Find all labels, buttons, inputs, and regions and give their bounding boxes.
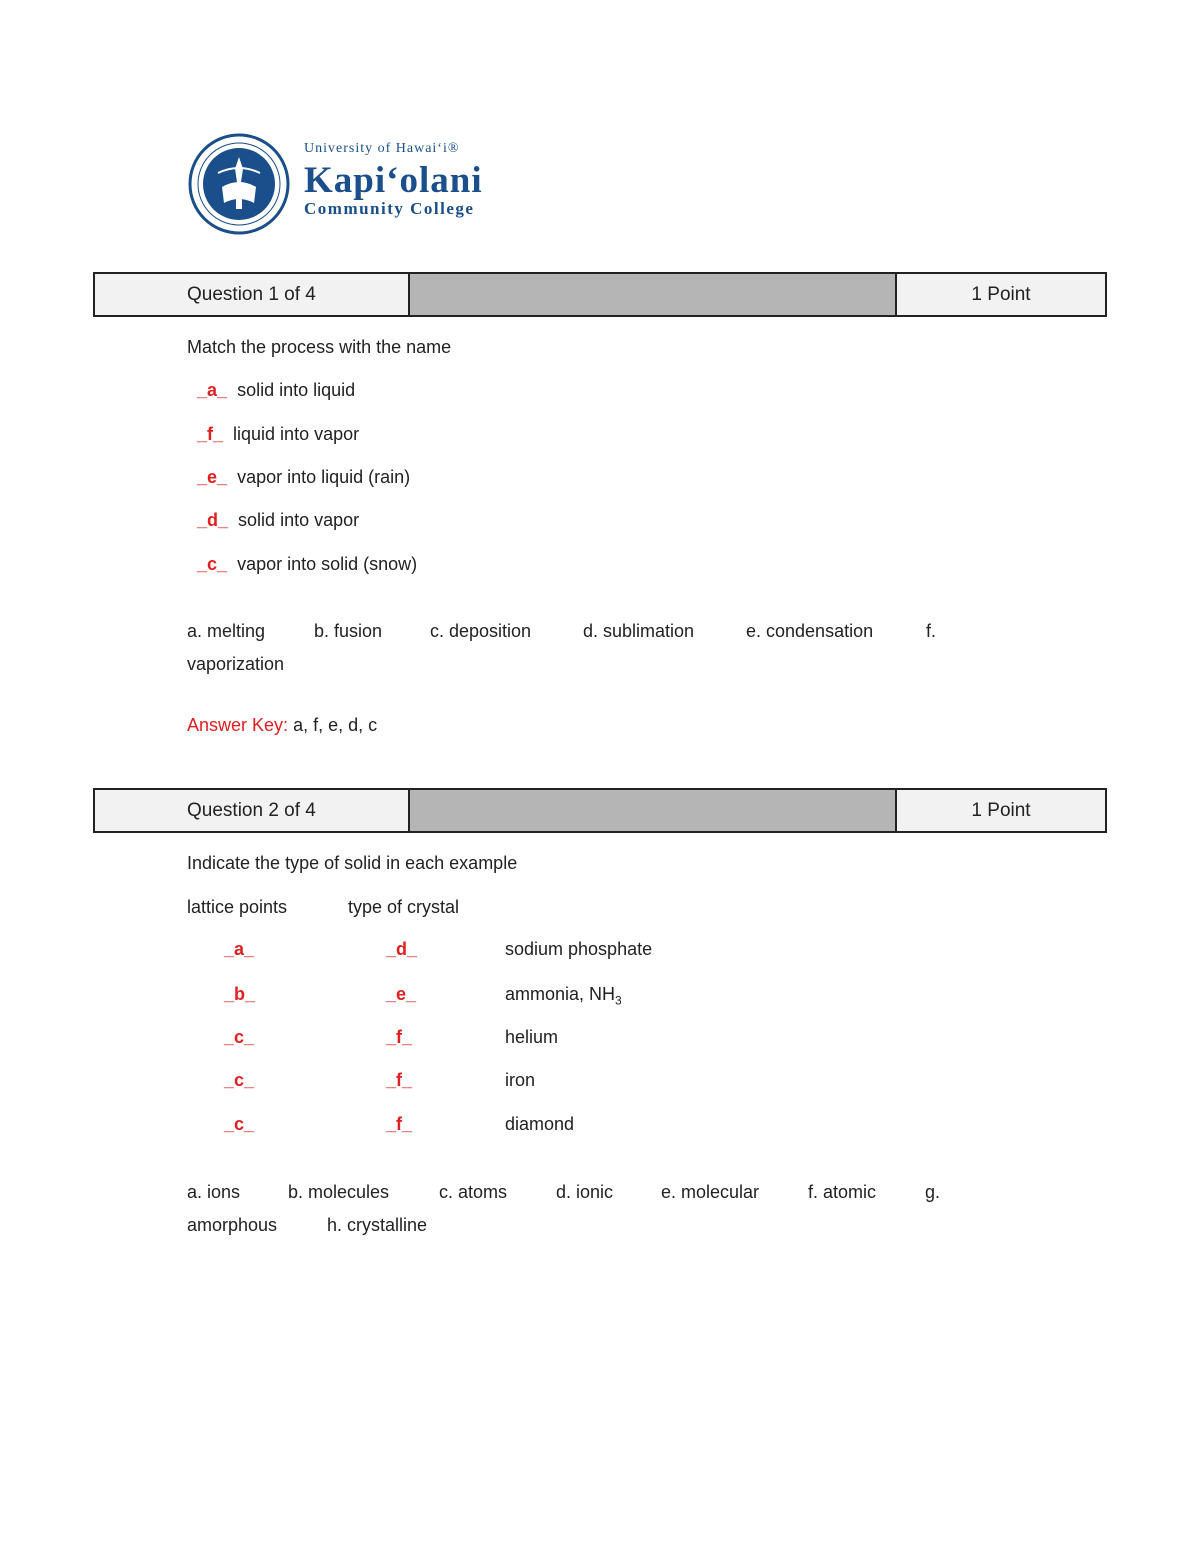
lattice-answer: _a_ bbox=[224, 939, 255, 959]
lattice-answer: _c_ bbox=[224, 1114, 255, 1134]
option: f. bbox=[926, 621, 937, 641]
question-2-number: Question 2 of 4 bbox=[95, 790, 410, 831]
answer-blank: _c_ bbox=[197, 554, 228, 574]
option: e. condensation bbox=[746, 621, 874, 641]
crystal-answer: _f_ bbox=[386, 1114, 413, 1134]
option: vaporization bbox=[187, 654, 285, 674]
logo-wordmark bbox=[304, 141, 483, 219]
column-header-lattice: lattice points bbox=[187, 897, 288, 917]
crystal-answer: _d_ bbox=[386, 939, 418, 959]
question-2-header-fill bbox=[410, 790, 897, 831]
question-2-options bbox=[187, 1176, 967, 1242]
question-1-options bbox=[187, 615, 947, 681]
item-text: vapor into solid (snow) bbox=[237, 554, 418, 574]
example-text: diamond bbox=[505, 1114, 575, 1134]
option: h. crystalline bbox=[327, 1215, 428, 1235]
list-item bbox=[197, 553, 417, 575]
option: b. fusion bbox=[314, 621, 383, 641]
university-seal-icon bbox=[188, 133, 290, 235]
question-1-prompt: Match the process with the name bbox=[187, 337, 452, 357]
option: b. molecules bbox=[288, 1182, 390, 1202]
subscript: 3 bbox=[615, 993, 622, 1008]
crystal-answer: _f_ bbox=[386, 1027, 413, 1047]
option: c. deposition bbox=[430, 621, 532, 641]
example-text bbox=[505, 983, 622, 1012]
option: e. molecular bbox=[661, 1182, 760, 1202]
logo-college: Kapi‘olani bbox=[304, 160, 483, 201]
option: c. atoms bbox=[439, 1182, 508, 1202]
option: a. ions bbox=[187, 1182, 241, 1202]
option: amorphous bbox=[187, 1215, 278, 1235]
option: a. melting bbox=[187, 621, 266, 641]
example-text-main: ammonia, NH bbox=[505, 984, 616, 1004]
item-text: solid into vapor bbox=[238, 510, 360, 530]
list-item bbox=[197, 379, 355, 401]
list-item bbox=[197, 509, 359, 531]
answer-key-value: a, f, e, d, c bbox=[293, 715, 378, 735]
answer-blank: _a_ bbox=[197, 380, 228, 400]
option: g. bbox=[925, 1182, 941, 1202]
answer-blank: _e_ bbox=[197, 467, 228, 487]
option: f. atomic bbox=[808, 1182, 877, 1202]
answer-blank: _f_ bbox=[197, 424, 224, 444]
example-text: helium bbox=[505, 1027, 559, 1047]
item-text: vapor into liquid (rain) bbox=[237, 467, 411, 487]
logo-community-college: Community College bbox=[304, 199, 475, 218]
question-1-header-fill bbox=[410, 274, 897, 315]
list-item bbox=[197, 423, 359, 445]
question-1-number: Question 1 of 4 bbox=[95, 274, 410, 315]
answer-key-label: Answer Key: bbox=[187, 715, 289, 735]
column-header-crystal: type of crystal bbox=[348, 897, 460, 917]
question-2-prompt: Indicate the type of solid in each example bbox=[187, 853, 518, 873]
lattice-answer: _c_ bbox=[224, 1027, 255, 1047]
crystal-answer: _f_ bbox=[386, 1070, 413, 1090]
lattice-answer: _c_ bbox=[224, 1070, 255, 1090]
lattice-answer: _b_ bbox=[224, 984, 256, 1004]
logo-university: University of Hawai‘i® bbox=[304, 141, 460, 156]
option: d. ionic bbox=[556, 1182, 614, 1202]
crystal-answer: _e_ bbox=[386, 984, 417, 1004]
question-2-header bbox=[93, 788, 1107, 833]
option: d. sublimation bbox=[583, 621, 695, 641]
question-1-header bbox=[93, 272, 1107, 317]
answer-key bbox=[187, 714, 377, 736]
college-logo bbox=[188, 133, 518, 238]
list-item bbox=[197, 466, 410, 488]
example-text: iron bbox=[505, 1070, 536, 1090]
example-text: sodium phosphate bbox=[505, 939, 653, 959]
question-1-points: 1 Point bbox=[897, 274, 1105, 315]
item-text: solid into liquid bbox=[237, 380, 356, 400]
question-2-points: 1 Point bbox=[897, 790, 1105, 831]
item-text: liquid into vapor bbox=[233, 424, 360, 444]
answer-blank: _d_ bbox=[197, 510, 229, 530]
